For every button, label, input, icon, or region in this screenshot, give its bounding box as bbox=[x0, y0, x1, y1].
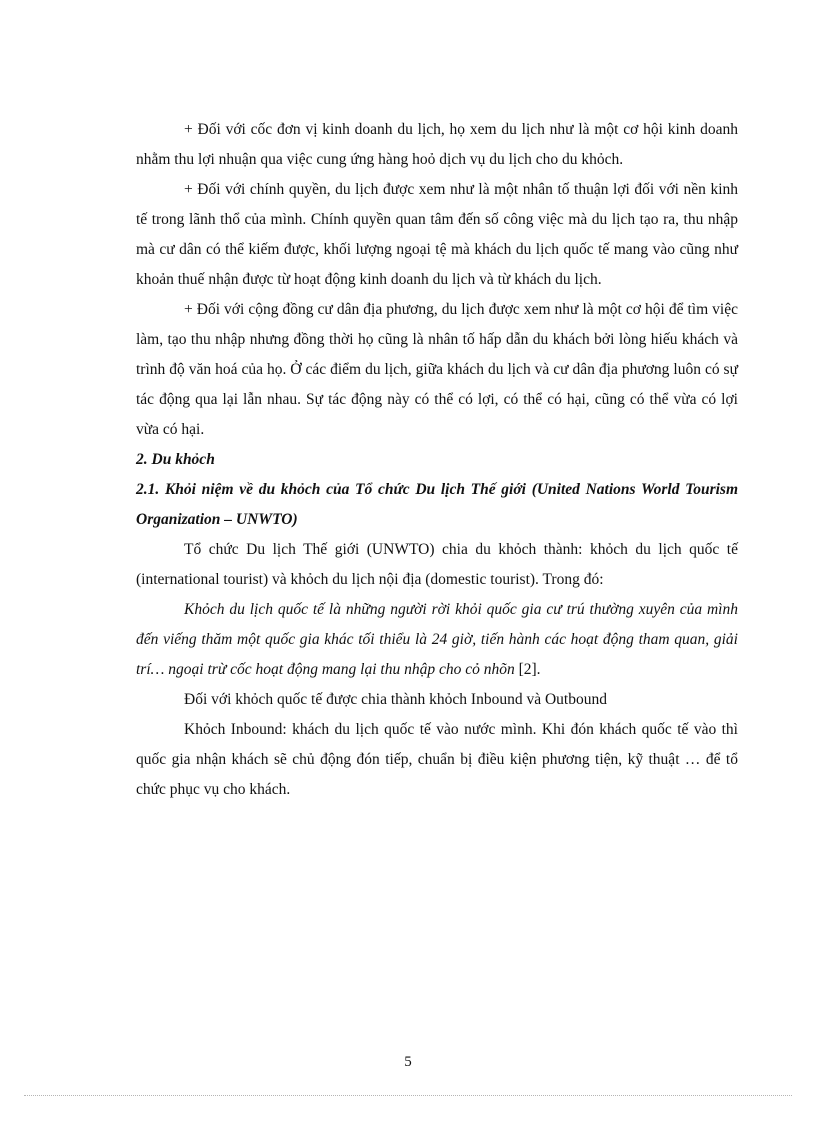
page-bottom-divider bbox=[24, 1095, 792, 1096]
paragraph-unwto-classification: Tổ chức Du lịch Thế giới (UNWTO) chia du khỏch thành: khỏch du lịch quốc tế (international tourist) và khỏch du lịch nội địa (domestic tourist). Trong đó: bbox=[136, 541, 738, 588]
page-content bbox=[136, 115, 738, 805]
paragraph-inbound-outbound: Đối với khỏch quốc tế được chia thành khỏch Inbound và Outbound bbox=[184, 691, 607, 708]
paragraph-local-community: + Đối với cộng đồng cư dân địa phương, du lịch được xem như là một cơ hội để tìm việc làm, tạo thu nhập nhưng đồng thời họ cũng là nhân tố hấp dẫn du khách bởi lòng hiếu khách và trình độ văn hoá của họ. Ở các điểm du lịch, giữa khách du lịch và cư dân địa phương luôn có sự tác động qua lại lẫn nhau. Sự tác động này có thể có lợi, có thể có hại, cũng có thể vừa có lợi vừa có hại. bbox=[136, 301, 738, 438]
citation-reference: [2]. bbox=[518, 661, 541, 678]
section-heading: 2. Du khỏch bbox=[136, 451, 215, 468]
page-number: 5 bbox=[404, 1054, 412, 1070]
paragraph-international-definition bbox=[136, 595, 738, 685]
definition-text: Khỏch du lịch quốc tế là những người rời khỏi quốc gia cư trú thường xuyên của mình đến viếng thăm một quốc gia khác tối thiểu là 24 giờ, tiến hành các hoạt động tham quan, giải trí… ngoại trừ cốc hoạt động mang lại thu nhập cho cỏ nhõn bbox=[136, 601, 738, 678]
paragraph-business-units: + Đối với cốc đơn vị kinh doanh du lịch, họ xem du lịch như là một cơ hội kinh doanh nhằm thu lợi nhuận qua việc cung ứng hàng hoỏ dịch vụ du lịch cho du khỏch. bbox=[136, 121, 738, 168]
subsection-heading: 2.1. Khỏi niệm về du khỏch của Tổ chức Du lịch Thế giới (United Nations World Tourism Organization – UNWTO) bbox=[136, 481, 738, 528]
paragraph-inbound-definition: Khỏch Inbound: khách du lịch quốc tế vào nước mình. Khi đón khách quốc tế vào thì quốc gia nhận khách sẽ chủ động đón tiếp, chuẩn bị điều kiện phương tiện, kỹ thuật … để tổ chức phục vụ cho khách. bbox=[136, 721, 738, 798]
paragraph-government: + Đối với chính quyền, du lịch được xem như là một nhân tố thuận lợi đối với nền kinh tế trong lãnh thổ của mình. Chính quyền quan tâm đến số công việc mà du lịch tạo ra, thu nhập mà cư dân có thể kiếm được, khối lượng ngoại tệ mà khách du lịch quốc tế mang vào cũng như khoản thuế nhận được từ hoạt động kinh doanh du lịch và từ khách du lịch. bbox=[136, 181, 738, 288]
